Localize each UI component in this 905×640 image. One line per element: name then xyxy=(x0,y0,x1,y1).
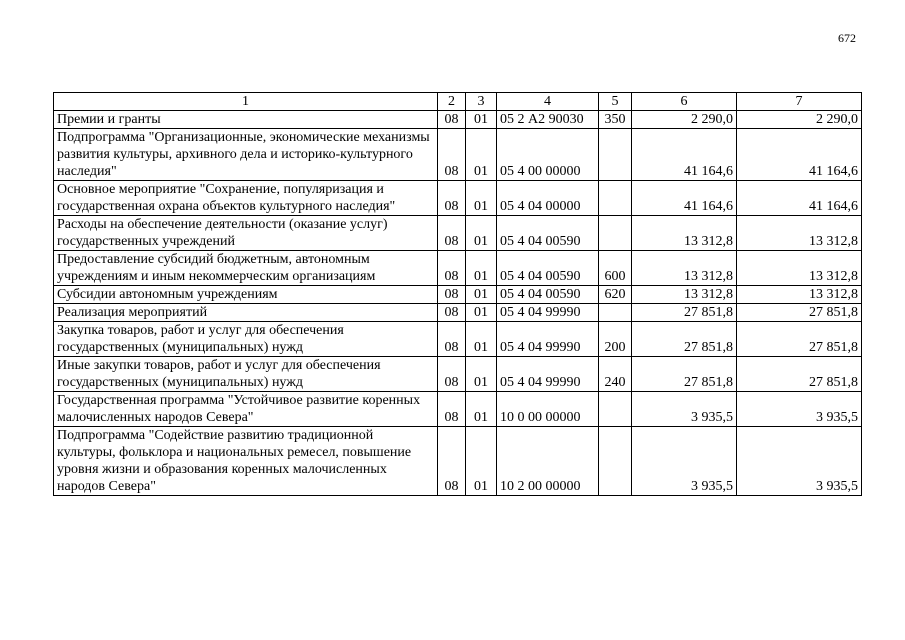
expense-type-cell xyxy=(599,304,632,322)
subsection-code-cell: 01 xyxy=(466,286,497,304)
row-name-cell: Предоставление субсидий бюджетным, автономным учреждениям и иным некоммерческим организациям xyxy=(54,251,438,286)
row-name-cell: Премии и гранты xyxy=(54,111,438,129)
subsection-code-cell: 01 xyxy=(466,251,497,286)
amount-cell-2: 13 312,8 xyxy=(737,216,862,251)
table-row xyxy=(54,357,862,392)
amount-cell-1: 27 851,8 xyxy=(632,304,737,322)
expense-type-cell: 600 xyxy=(599,251,632,286)
expense-type-cell: 240 xyxy=(599,357,632,392)
row-name-cell: Основное мероприятие "Сохранение, популяризация и государственная охрана объектов культурного наследия" xyxy=(54,181,438,216)
subsection-code-cell: 01 xyxy=(466,357,497,392)
row-name-cell: Закупка товаров, работ и услуг для обеспечения государственных (муниципальных) нужд xyxy=(54,322,438,357)
table-header-row xyxy=(54,93,862,111)
subsection-code-cell: 01 xyxy=(466,427,497,496)
amount-cell-1: 13 312,8 xyxy=(632,251,737,286)
amount-cell-1: 41 164,6 xyxy=(632,181,737,216)
target-article-cell: 05 4 04 99990 xyxy=(497,322,599,357)
amount-cell-1: 27 851,8 xyxy=(632,322,737,357)
section-code-cell: 08 xyxy=(438,304,466,322)
amount-cell-2: 27 851,8 xyxy=(737,322,862,357)
amount-cell-1: 13 312,8 xyxy=(632,216,737,251)
section-code-cell: 08 xyxy=(438,357,466,392)
table-row xyxy=(54,286,862,304)
target-article-cell: 05 2 А2 90030 xyxy=(497,111,599,129)
column-header-5: 5 xyxy=(599,93,632,111)
budget-table xyxy=(53,92,862,496)
expense-type-cell xyxy=(599,427,632,496)
expense-type-cell: 200 xyxy=(599,322,632,357)
section-code-cell: 08 xyxy=(438,322,466,357)
amount-cell-2: 13 312,8 xyxy=(737,251,862,286)
amount-cell-2: 27 851,8 xyxy=(737,357,862,392)
expense-type-cell xyxy=(599,181,632,216)
amount-cell-2: 13 312,8 xyxy=(737,286,862,304)
row-name-cell: Расходы на обеспечение деятельности (оказание услуг) государственных учреждений xyxy=(54,216,438,251)
target-article-cell: 05 4 04 99990 xyxy=(497,304,599,322)
expense-type-cell xyxy=(599,392,632,427)
subsection-code-cell: 01 xyxy=(466,392,497,427)
amount-cell-2: 27 851,8 xyxy=(737,304,862,322)
table-row xyxy=(54,251,862,286)
amount-cell-1: 13 312,8 xyxy=(632,286,737,304)
table-row xyxy=(54,129,862,181)
row-name-cell: Субсидии автономным учреждениям xyxy=(54,286,438,304)
column-header-3: 3 xyxy=(466,93,497,111)
column-header-6: 6 xyxy=(632,93,737,111)
table-row xyxy=(54,304,862,322)
table-row xyxy=(54,392,862,427)
amount-cell-1: 41 164,6 xyxy=(632,129,737,181)
subsection-code-cell: 01 xyxy=(466,216,497,251)
target-article-cell: 05 4 04 99990 xyxy=(497,357,599,392)
section-code-cell: 08 xyxy=(438,111,466,129)
table-row xyxy=(54,322,862,357)
column-header-2: 2 xyxy=(438,93,466,111)
subsection-code-cell: 01 xyxy=(466,111,497,129)
column-header-7: 7 xyxy=(737,93,862,111)
row-name-cell: Иные закупки товаров, работ и услуг для обеспечения государственных (муниципальных) нужд xyxy=(54,357,438,392)
expense-type-cell: 620 xyxy=(599,286,632,304)
amount-cell-1: 27 851,8 xyxy=(632,357,737,392)
amount-cell-2: 3 935,5 xyxy=(737,427,862,496)
subsection-code-cell: 01 xyxy=(466,181,497,216)
row-name-cell: Подпрограмма "Содействие развитию традиционной культуры, фольклора и национальных ремесел, повышение уровня жизни и образования коренных малочисленных народов Севера" xyxy=(54,427,438,496)
target-article-cell: 05 4 04 00000 xyxy=(497,181,599,216)
expense-type-cell xyxy=(599,216,632,251)
subsection-code-cell: 01 xyxy=(466,322,497,357)
page-number: 672 xyxy=(838,31,856,45)
row-name-cell: Подпрограмма "Организационные, экономические механизмы развития культуры, архивного дела и историко-культурного наследия" xyxy=(54,129,438,181)
subsection-code-cell: 01 xyxy=(466,129,497,181)
section-code-cell: 08 xyxy=(438,216,466,251)
amount-cell-1: 2 290,0 xyxy=(632,111,737,129)
amount-cell-2: 41 164,6 xyxy=(737,129,862,181)
column-header-1: 1 xyxy=(54,93,438,111)
section-code-cell: 08 xyxy=(438,286,466,304)
table-row xyxy=(54,216,862,251)
amount-cell-2: 2 290,0 xyxy=(737,111,862,129)
target-article-cell: 05 4 04 00590 xyxy=(497,251,599,286)
amount-cell-2: 3 935,5 xyxy=(737,392,862,427)
table-row xyxy=(54,181,862,216)
section-code-cell: 08 xyxy=(438,427,466,496)
target-article-cell: 05 4 04 00590 xyxy=(497,286,599,304)
target-article-cell: 05 4 04 00590 xyxy=(497,216,599,251)
target-article-cell: 05 4 00 00000 xyxy=(497,129,599,181)
table-row xyxy=(54,111,862,129)
amount-cell-2: 41 164,6 xyxy=(737,181,862,216)
subsection-code-cell: 01 xyxy=(466,304,497,322)
expense-type-cell: 350 xyxy=(599,111,632,129)
table-row xyxy=(54,427,862,496)
amount-cell-1: 3 935,5 xyxy=(632,392,737,427)
section-code-cell: 08 xyxy=(438,181,466,216)
target-article-cell: 10 2 00 00000 xyxy=(497,427,599,496)
section-code-cell: 08 xyxy=(438,392,466,427)
row-name-cell: Реализация мероприятий xyxy=(54,304,438,322)
row-name-cell: Государственная программа "Устойчивое развитие коренных малочисленных народов Севера" xyxy=(54,392,438,427)
amount-cell-1: 3 935,5 xyxy=(632,427,737,496)
expense-type-cell xyxy=(599,129,632,181)
target-article-cell: 10 0 00 00000 xyxy=(497,392,599,427)
section-code-cell: 08 xyxy=(438,129,466,181)
section-code-cell: 08 xyxy=(438,251,466,286)
column-header-4: 4 xyxy=(497,93,599,111)
